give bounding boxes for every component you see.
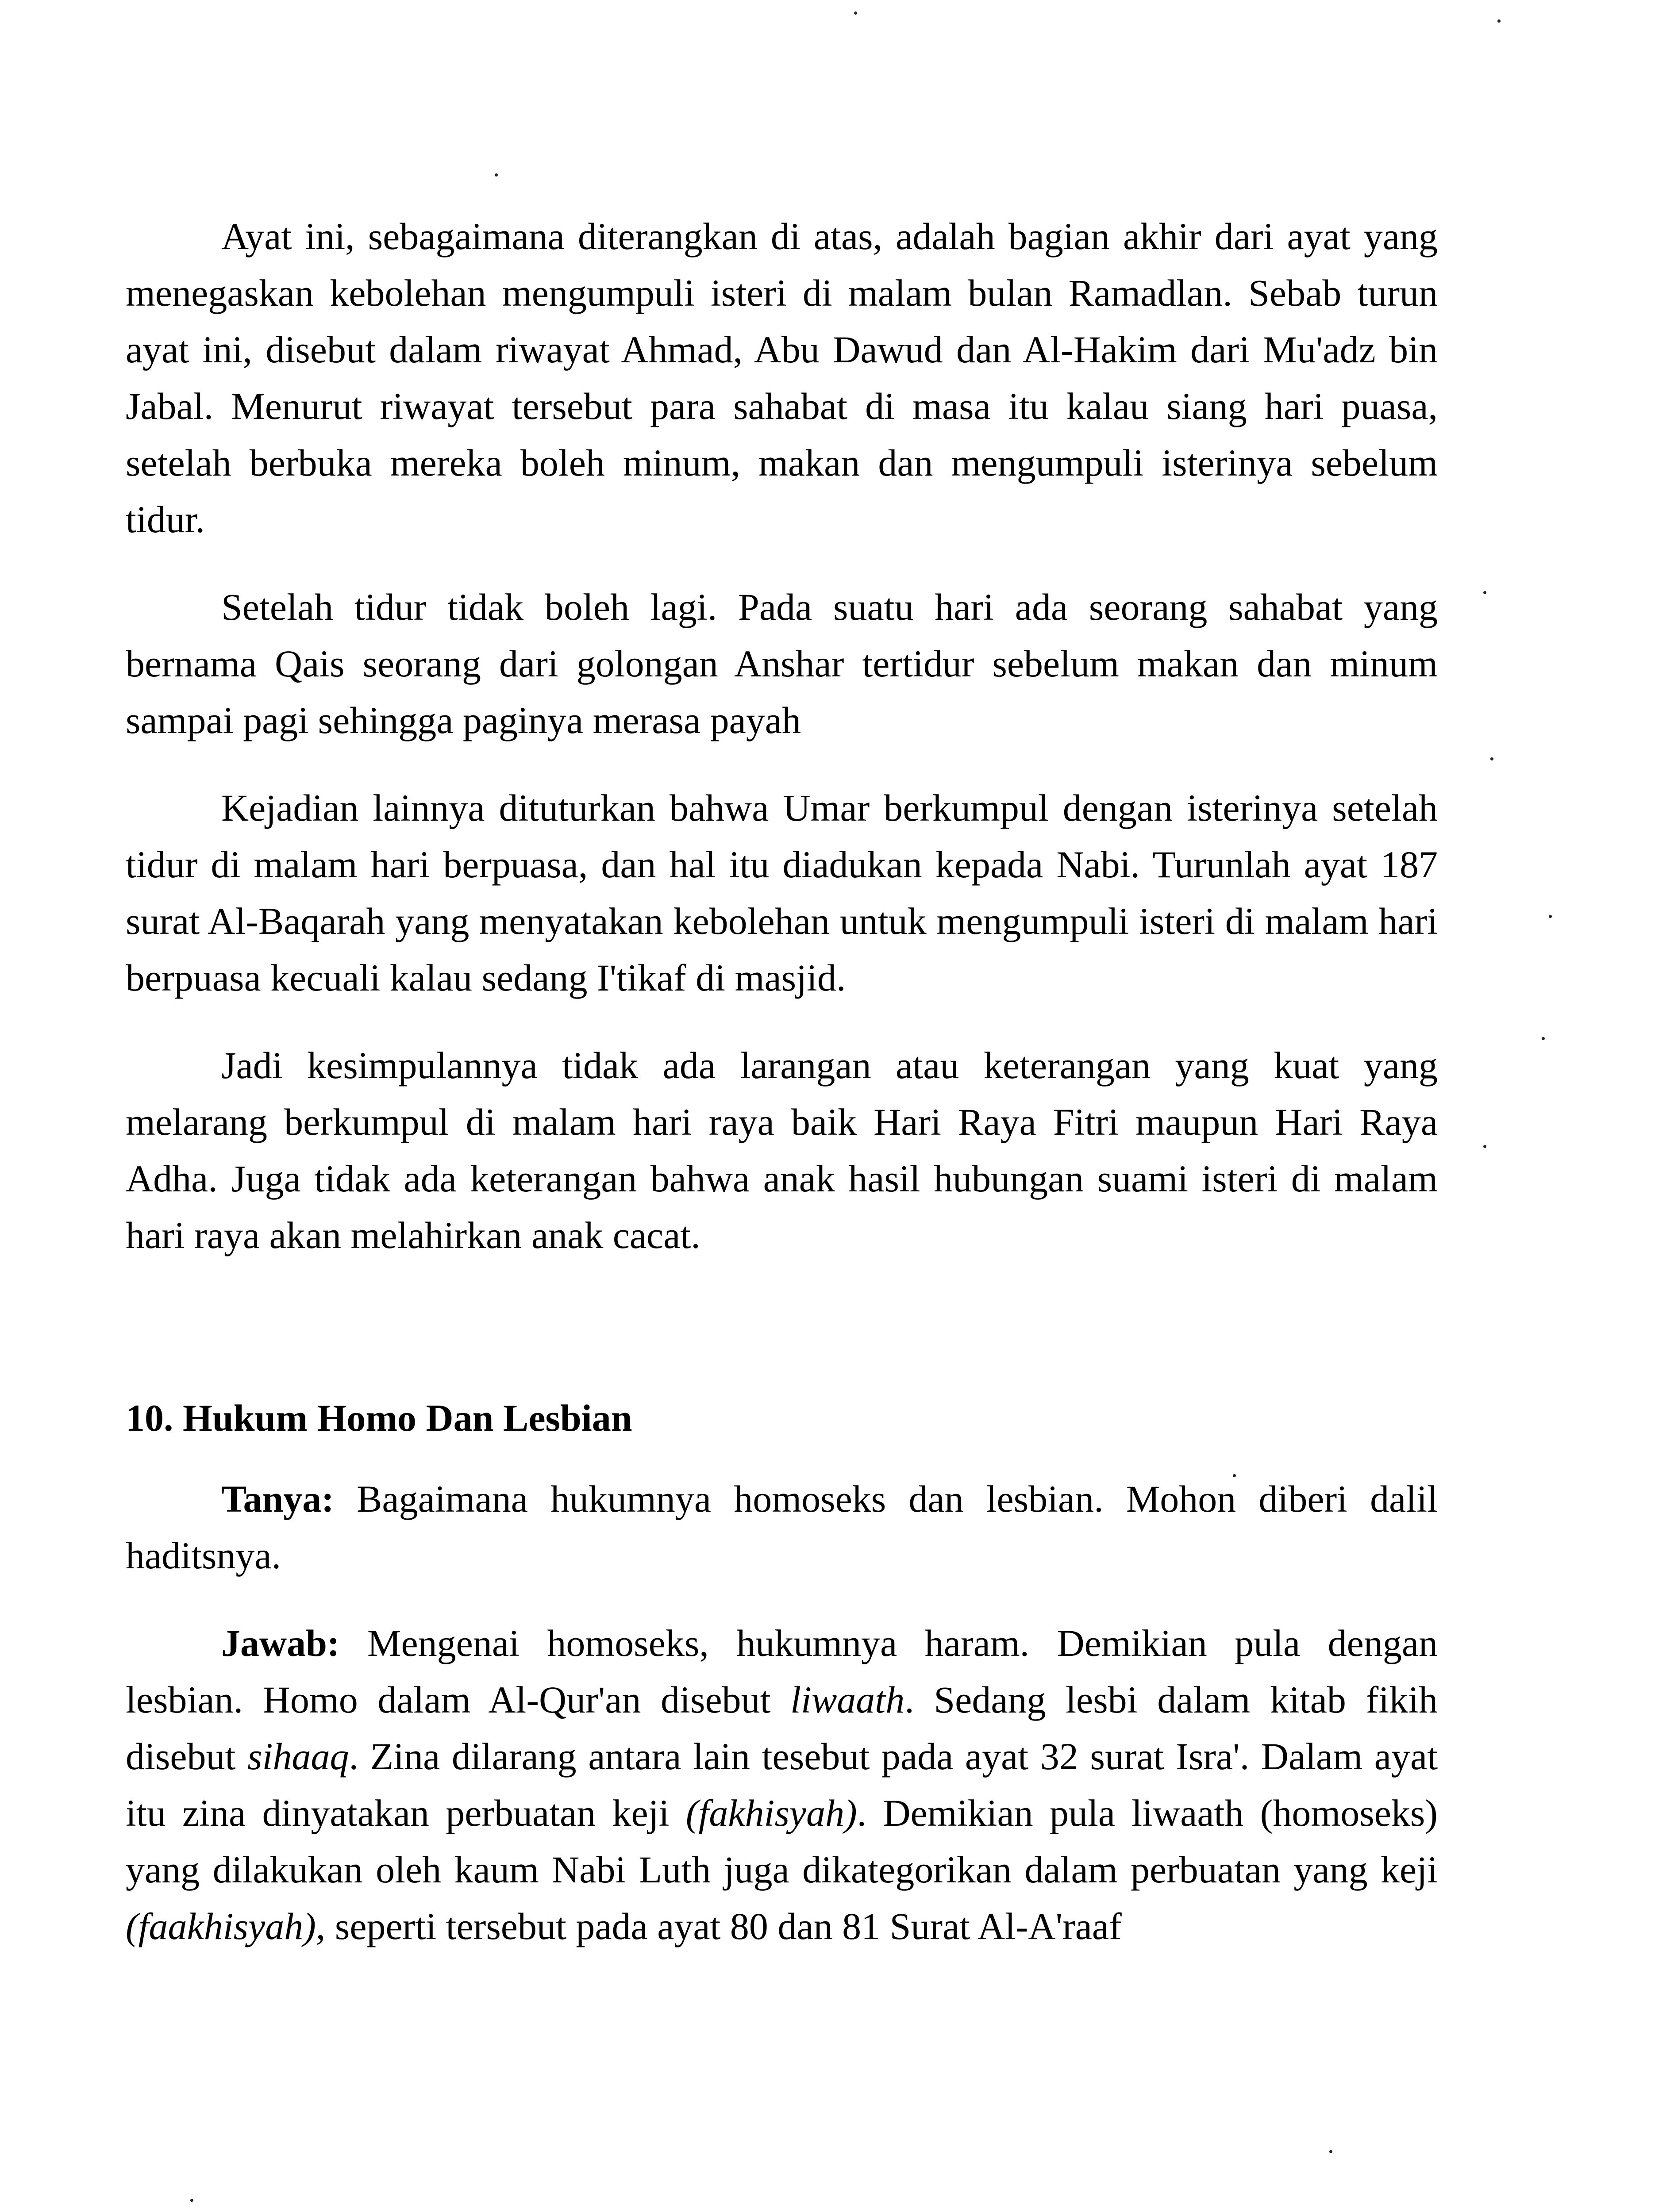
answer-text: , seperti tersebut pada ayat 80 dan 81 Surat Al-A'raaf bbox=[316, 1905, 1122, 1947]
scan-speck bbox=[1329, 2150, 1332, 2153]
answer-text: . Zina dilarang antara lain tesebut pada ayat 32 surat Isra'. Dalam ayat itu zina dinyatakan perbuatan keji bbox=[126, 1735, 1438, 1834]
scan-speck bbox=[1542, 1037, 1545, 1040]
paragraph-1: Ayat ini, sebagaimana diterangkan di atas, adalah bagian akhir dari ayat yang menegaskan kebolehan mengumpuli isteri di malam bulan Ramadlan. Sebab turun ayat ini, disebut dalam riwayat Ahmad, Abu Dawud dan Al-Hakim dari Mu'adz bin Jabal. Menurut riwayat tersebut para sahabat di masa itu kalau siang hari puasa, setelah berbuka mereka boleh minum, makan dan mengumpuli isterinya sebelum tidur. bbox=[126, 215, 1438, 541]
paragraph-3: Kejadian lainnya dituturkan bahwa Umar berkumpul dengan isterinya setelah tidur di malam hari berpuasa, dan hal itu diadukan kepada Nabi. Turunlah ayat 187 surat Al-Baqarah yang menyatakan kebolehan untuk mengumpuli isteri di malam hari berpuasa kecuali kalau sedang I'tikaf di masjid. bbox=[126, 787, 1438, 999]
paragraph-2: Setelah tidur tidak boleh lagi. Pada suatu hari ada seorang sahabat yang bernama Qais seorang dari golongan Anshar tertidur sebelum makan dan minum sampai pagi sehingga paginya merasa payah bbox=[126, 586, 1438, 741]
term-faakhisyah: (faakhisyah) bbox=[126, 1905, 316, 1947]
question-text: Bagaimana hukumnya homoseks dan lesbian. Mohon diberi dalil haditsnya. bbox=[126, 1478, 1438, 1577]
term-sihaaq: sihaaq bbox=[247, 1735, 349, 1778]
scan-speck bbox=[854, 12, 857, 15]
section-heading: 10. Hukum Homo Dan Lesbian bbox=[126, 1397, 632, 1439]
term-liwaath: liwaath bbox=[790, 1678, 905, 1721]
answer-text: . Demikian pula liwaath (homoseks) yang dilakukan oleh kaum Nabi Luth juga dikategorikan dalam perbuatan yang keji bbox=[126, 1792, 1438, 1891]
scan-speck bbox=[190, 2199, 193, 2202]
question-label: Tanya: bbox=[221, 1478, 334, 1520]
scan-speck bbox=[1490, 757, 1493, 760]
answer-label: Jawab: bbox=[221, 1622, 340, 1664]
paragraph-4: Jadi kesimpulannya tidak ada larangan atau keterangan yang kuat yang melarang berkumpul di malam hari raya baik Hari Raya Fitri maupun Hari Raya Adha. Juga tidak ada keterangan bahwa anak hasil hubungan suami isteri di malam hari raya akan melahirkan anak cacat. bbox=[126, 1044, 1438, 1256]
scan-speck bbox=[1549, 915, 1552, 918]
answer-text: Mengenai homoseks, hukumnya haram. Demikian pula dengan lesbian. Homo dalam Al-Qur'an disebut bbox=[126, 1622, 1438, 1721]
answer-paragraph bbox=[126, 1615, 1438, 1955]
scan-speck bbox=[1483, 591, 1486, 594]
question-paragraph bbox=[126, 1471, 1438, 1584]
text-body bbox=[126, 208, 1438, 1985]
scan-speck bbox=[1483, 1145, 1486, 1148]
scan-speck bbox=[1497, 19, 1501, 23]
scan-speck bbox=[495, 173, 498, 177]
answer-text: . Sedang lesbi dalam kitab fikih disebut bbox=[126, 1678, 1438, 1778]
term-fakhisyah: (fakhisyah) bbox=[685, 1792, 857, 1834]
